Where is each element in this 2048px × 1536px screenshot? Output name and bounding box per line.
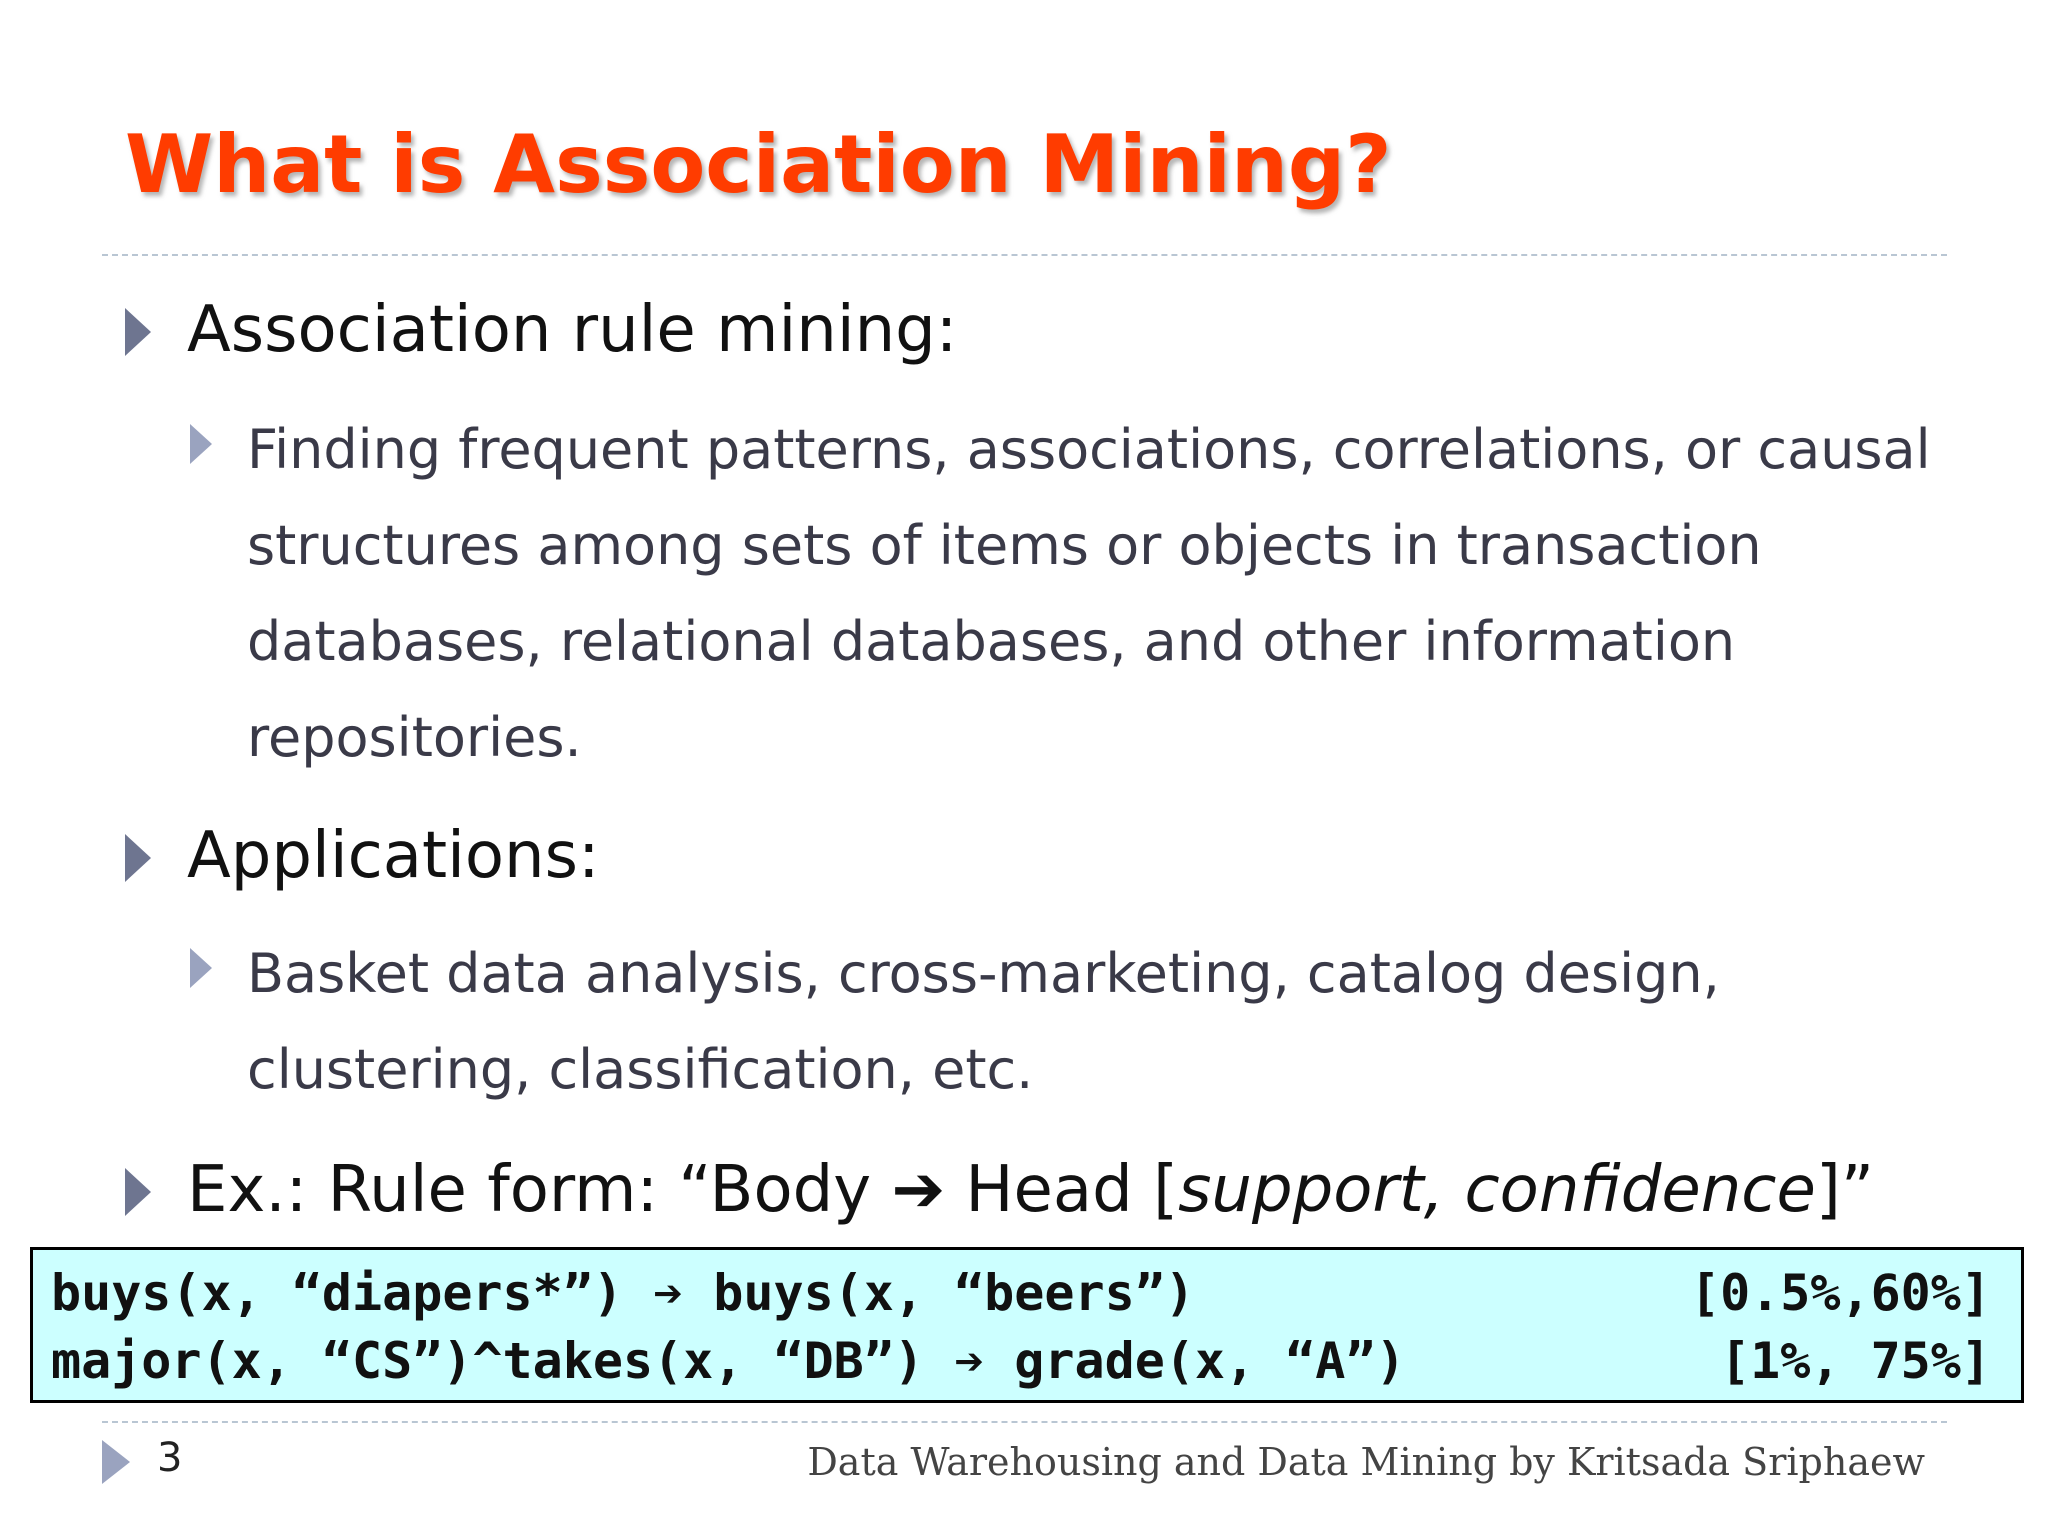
page-number: 3 [157, 1435, 183, 1481]
footer-text: Data Warehousing and Data Mining by Kritsada Sriphaew [807, 1440, 1925, 1484]
triangle-bullet-icon [125, 1168, 151, 1216]
example-rule-values: [0.5%,60%] [1689, 1264, 1991, 1322]
sub-bullet-line: repositories. [247, 706, 582, 769]
sub-bullet-text [247, 926, 1720, 1118]
top-divider [102, 254, 1947, 256]
triangle-bullet-icon [125, 834, 151, 882]
triangle-bullet-icon [125, 308, 151, 356]
right-arrow-icon: ➔ [891, 1153, 946, 1227]
sub-bullet-text [247, 402, 1931, 786]
triangle-bullet-icon [190, 948, 212, 988]
example-rule: buys(x, “diapers*”) ➔ buys(x, “beers”) [51, 1264, 1195, 1322]
example-rule-values: [1%, 75%] [1720, 1332, 1991, 1390]
bottom-divider [102, 1421, 1947, 1423]
sub-bullet-line: clustering, classification, etc. [247, 1038, 1034, 1101]
slide-title: What is Association Mining? [125, 118, 1392, 211]
rule-form-prefix: Ex.: Rule form: “Body [187, 1153, 872, 1227]
rule-form-suffix: ]” [1815, 1153, 1874, 1227]
bullet-text: Association rule mining: [187, 293, 958, 367]
triangle-bullet-icon [190, 424, 212, 464]
rule-form-head: Head [ [965, 1153, 1179, 1227]
example-rule: major(x, “CS”)^takes(x, “DB”) ➔ grade(x, “A”) [51, 1332, 1406, 1390]
example-rules-box [30, 1247, 2024, 1403]
sub-bullet-line: Basket data analysis, cross-marketing, catalog design, [247, 942, 1720, 1005]
rule-form-text [187, 1150, 1874, 1230]
sub-bullet-line: structures among sets of items or objects in transaction [247, 514, 1762, 577]
bullet-text: Applications: [187, 819, 600, 893]
sub-bullet-line: Finding frequent patterns, associations, correlations, or causal [247, 418, 1931, 481]
rule-form-italic: support, confidence [1178, 1153, 1816, 1227]
sub-bullet-line: databases, relational databases, and other information [247, 610, 1736, 673]
page-triangle-icon [102, 1440, 130, 1484]
